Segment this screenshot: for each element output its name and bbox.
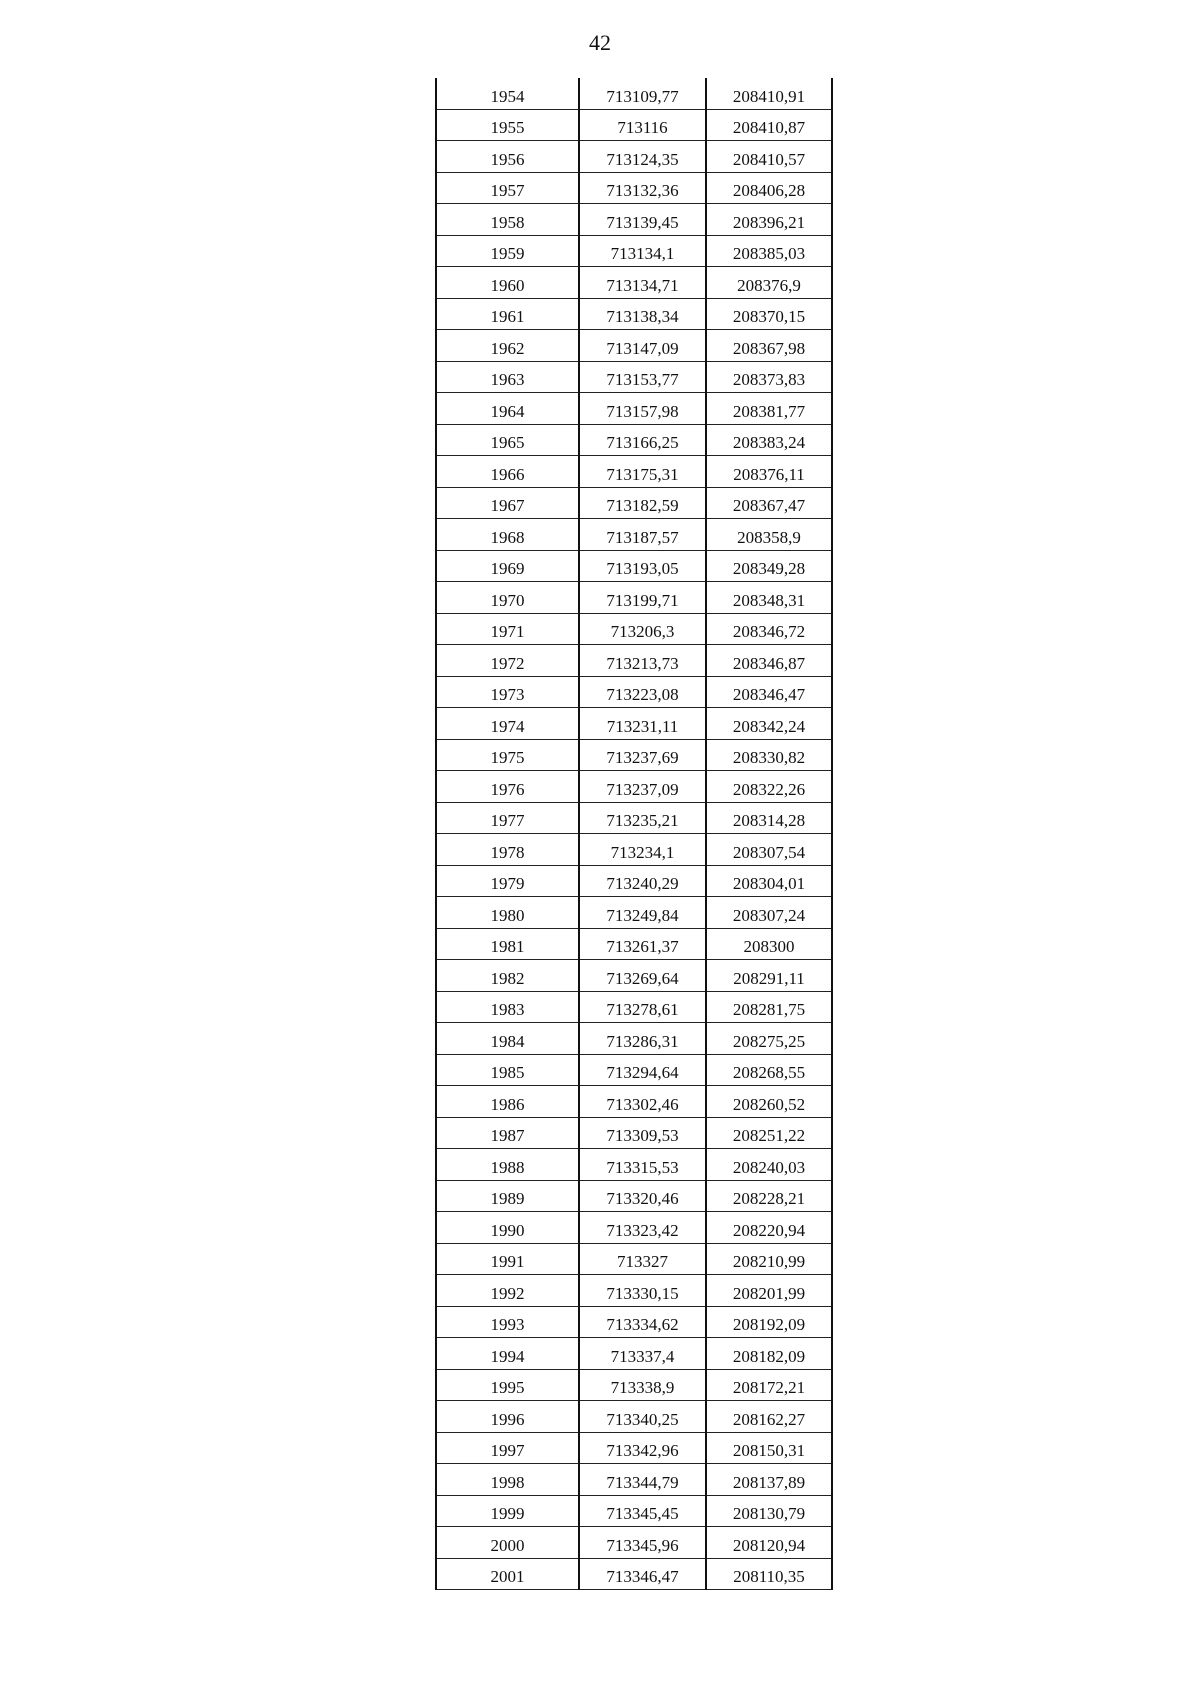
point-number-cell: 1963 <box>436 361 579 393</box>
x-coordinate-cell: 713237,69 <box>579 739 706 771</box>
x-coordinate-cell: 713294,64 <box>579 1054 706 1086</box>
x-coordinate-cell: 713134,1 <box>579 235 706 267</box>
table-row <box>436 141 832 173</box>
point-number-cell: 1989 <box>436 1180 579 1212</box>
table-row <box>436 361 832 393</box>
table-row <box>436 613 832 645</box>
table-row <box>436 1369 832 1401</box>
y-coordinate-cell: 208410,91 <box>706 78 832 109</box>
point-number-cell: 1983 <box>436 991 579 1023</box>
point-number-cell: 1986 <box>436 1086 579 1118</box>
table-row <box>436 1180 832 1212</box>
table-row <box>436 1527 832 1559</box>
table-row <box>436 771 832 803</box>
table-row <box>436 676 832 708</box>
point-number-cell: 1962 <box>436 330 579 362</box>
table-row <box>436 1338 832 1370</box>
point-number-cell: 1996 <box>436 1401 579 1433</box>
table-row <box>436 1212 832 1244</box>
point-number-cell: 1970 <box>436 582 579 614</box>
y-coordinate-cell: 208192,09 <box>706 1306 832 1338</box>
y-coordinate-cell: 208370,15 <box>706 298 832 330</box>
y-coordinate-cell: 208120,94 <box>706 1527 832 1559</box>
y-coordinate-cell: 208349,28 <box>706 550 832 582</box>
table-row <box>436 298 832 330</box>
y-coordinate-cell: 208291,11 <box>706 960 832 992</box>
point-number-cell: 1960 <box>436 267 579 299</box>
table-row <box>436 991 832 1023</box>
table-row <box>436 109 832 141</box>
y-coordinate-cell: 208314,28 <box>706 802 832 834</box>
table-row <box>436 1495 832 1527</box>
x-coordinate-cell: 713109,77 <box>579 78 706 109</box>
y-coordinate-cell: 208260,52 <box>706 1086 832 1118</box>
x-coordinate-cell: 713269,64 <box>579 960 706 992</box>
y-coordinate-cell: 208162,27 <box>706 1401 832 1433</box>
x-coordinate-cell: 713249,84 <box>579 897 706 929</box>
point-number-cell: 1990 <box>436 1212 579 1244</box>
table-row <box>436 78 832 109</box>
y-coordinate-cell: 208220,94 <box>706 1212 832 1244</box>
y-coordinate-cell: 208275,25 <box>706 1023 832 1055</box>
table-row <box>436 865 832 897</box>
x-coordinate-cell: 713345,96 <box>579 1527 706 1559</box>
point-number-cell: 1955 <box>436 109 579 141</box>
table-row <box>436 1117 832 1149</box>
point-number-cell: 1993 <box>436 1306 579 1338</box>
point-number-cell: 1968 <box>436 519 579 551</box>
y-coordinate-cell: 208150,31 <box>706 1432 832 1464</box>
y-coordinate-cell: 208346,87 <box>706 645 832 677</box>
x-coordinate-cell: 713237,09 <box>579 771 706 803</box>
y-coordinate-cell: 208406,28 <box>706 172 832 204</box>
x-coordinate-cell: 713315,53 <box>579 1149 706 1181</box>
point-number-cell: 1994 <box>436 1338 579 1370</box>
x-coordinate-cell: 713340,25 <box>579 1401 706 1433</box>
point-number-cell: 1980 <box>436 897 579 929</box>
point-number-cell: 1967 <box>436 487 579 519</box>
table-row <box>436 1401 832 1433</box>
x-coordinate-cell: 713206,3 <box>579 613 706 645</box>
x-coordinate-cell: 713344,79 <box>579 1464 706 1496</box>
table-row <box>436 960 832 992</box>
x-coordinate-cell: 713134,71 <box>579 267 706 299</box>
x-coordinate-cell: 713309,53 <box>579 1117 706 1149</box>
y-coordinate-cell: 208182,09 <box>706 1338 832 1370</box>
y-coordinate-cell: 208322,26 <box>706 771 832 803</box>
y-coordinate-cell: 208342,24 <box>706 708 832 740</box>
point-number-cell: 1974 <box>436 708 579 740</box>
table-row <box>436 393 832 425</box>
y-coordinate-cell: 208330,82 <box>706 739 832 771</box>
x-coordinate-cell: 713193,05 <box>579 550 706 582</box>
table-row <box>436 1275 832 1307</box>
y-coordinate-cell: 208201,99 <box>706 1275 832 1307</box>
point-number-cell: 1975 <box>436 739 579 771</box>
point-number-cell: 2000 <box>436 1527 579 1559</box>
table-row <box>436 330 832 362</box>
table-row <box>436 519 832 551</box>
y-coordinate-cell: 208240,03 <box>706 1149 832 1181</box>
table-row <box>436 1306 832 1338</box>
point-number-cell: 1961 <box>436 298 579 330</box>
point-number-cell: 1969 <box>436 550 579 582</box>
y-coordinate-cell: 208281,75 <box>706 991 832 1023</box>
x-coordinate-cell: 713199,71 <box>579 582 706 614</box>
x-coordinate-cell: 713213,73 <box>579 645 706 677</box>
y-coordinate-cell: 208381,77 <box>706 393 832 425</box>
y-coordinate-cell: 208307,54 <box>706 834 832 866</box>
x-coordinate-cell: 713286,31 <box>579 1023 706 1055</box>
point-number-cell: 1995 <box>436 1369 579 1401</box>
point-number-cell: 1988 <box>436 1149 579 1181</box>
table-row <box>436 834 832 866</box>
x-coordinate-cell: 713132,36 <box>579 172 706 204</box>
x-coordinate-cell: 713323,42 <box>579 1212 706 1244</box>
point-number-cell: 1982 <box>436 960 579 992</box>
point-number-cell: 1956 <box>436 141 579 173</box>
point-number-cell: 1979 <box>436 865 579 897</box>
x-coordinate-cell: 713175,31 <box>579 456 706 488</box>
x-coordinate-cell: 713327 <box>579 1243 706 1275</box>
point-number-cell: 1984 <box>436 1023 579 1055</box>
table-row <box>436 1558 832 1590</box>
point-number-cell: 1997 <box>436 1432 579 1464</box>
point-number-cell: 1973 <box>436 676 579 708</box>
x-coordinate-cell: 713153,77 <box>579 361 706 393</box>
x-coordinate-cell: 713330,15 <box>579 1275 706 1307</box>
table-row <box>436 172 832 204</box>
x-coordinate-cell: 713342,96 <box>579 1432 706 1464</box>
table-row <box>436 1464 832 1496</box>
y-coordinate-cell: 208130,79 <box>706 1495 832 1527</box>
page-number: 42 <box>589 30 611 55</box>
y-coordinate-cell: 208385,03 <box>706 235 832 267</box>
x-coordinate-cell: 713345,45 <box>579 1495 706 1527</box>
y-coordinate-cell: 208346,72 <box>706 613 832 645</box>
coordinates-table <box>435 78 833 1590</box>
point-number-cell: 1978 <box>436 834 579 866</box>
y-coordinate-cell: 208307,24 <box>706 897 832 929</box>
x-coordinate-cell: 713234,1 <box>579 834 706 866</box>
x-coordinate-cell: 713116 <box>579 109 706 141</box>
x-coordinate-cell: 713138,34 <box>579 298 706 330</box>
table-row <box>436 1149 832 1181</box>
table-row <box>436 1054 832 1086</box>
y-coordinate-cell: 208396,21 <box>706 204 832 236</box>
x-coordinate-cell: 713334,62 <box>579 1306 706 1338</box>
y-coordinate-cell: 208346,47 <box>706 676 832 708</box>
x-coordinate-cell: 713124,35 <box>579 141 706 173</box>
x-coordinate-cell: 713337,4 <box>579 1338 706 1370</box>
point-number-cell: 1998 <box>436 1464 579 1496</box>
table-row <box>436 267 832 299</box>
y-coordinate-cell: 208251,22 <box>706 1117 832 1149</box>
x-coordinate-cell: 713187,57 <box>579 519 706 551</box>
point-number-cell: 1992 <box>436 1275 579 1307</box>
table-row <box>436 204 832 236</box>
point-number-cell: 1977 <box>436 802 579 834</box>
table-row <box>436 1023 832 1055</box>
point-number-cell: 1957 <box>436 172 579 204</box>
table-row <box>436 235 832 267</box>
y-coordinate-cell: 208367,98 <box>706 330 832 362</box>
x-coordinate-cell: 713240,29 <box>579 865 706 897</box>
y-coordinate-cell: 208268,55 <box>706 1054 832 1086</box>
x-coordinate-cell: 713139,45 <box>579 204 706 236</box>
x-coordinate-cell: 713147,09 <box>579 330 706 362</box>
x-coordinate-cell: 713261,37 <box>579 928 706 960</box>
x-coordinate-cell: 713231,11 <box>579 708 706 740</box>
point-number-cell: 2001 <box>436 1558 579 1590</box>
table-row <box>436 928 832 960</box>
table-row <box>436 739 832 771</box>
x-coordinate-cell: 713320,46 <box>579 1180 706 1212</box>
point-number-cell: 1999 <box>436 1495 579 1527</box>
point-number-cell: 1965 <box>436 424 579 456</box>
point-number-cell: 1971 <box>436 613 579 645</box>
point-number-cell: 1959 <box>436 235 579 267</box>
table-row <box>436 424 832 456</box>
y-coordinate-cell: 208300 <box>706 928 832 960</box>
table-row <box>436 645 832 677</box>
point-number-cell: 1976 <box>436 771 579 803</box>
x-coordinate-cell: 713223,08 <box>579 676 706 708</box>
y-coordinate-cell: 208210,99 <box>706 1243 832 1275</box>
table-row <box>436 456 832 488</box>
table-row <box>436 802 832 834</box>
point-number-cell: 1964 <box>436 393 579 425</box>
table-row <box>436 708 832 740</box>
table-row <box>436 582 832 614</box>
point-number-cell: 1966 <box>436 456 579 488</box>
y-coordinate-cell: 208110,35 <box>706 1558 832 1590</box>
table-row <box>436 897 832 929</box>
x-coordinate-cell: 713166,25 <box>579 424 706 456</box>
y-coordinate-cell: 208172,21 <box>706 1369 832 1401</box>
x-coordinate-cell: 713302,46 <box>579 1086 706 1118</box>
coordinates-table-body <box>436 78 832 1590</box>
table-row <box>436 550 832 582</box>
y-coordinate-cell: 208376,9 <box>706 267 832 299</box>
x-coordinate-cell: 713157,98 <box>579 393 706 425</box>
table-row <box>436 1243 832 1275</box>
y-coordinate-cell: 208304,01 <box>706 865 832 897</box>
x-coordinate-cell: 713338,9 <box>579 1369 706 1401</box>
y-coordinate-cell: 208383,24 <box>706 424 832 456</box>
table-row <box>436 487 832 519</box>
y-coordinate-cell: 208358,9 <box>706 519 832 551</box>
y-coordinate-cell: 208228,21 <box>706 1180 832 1212</box>
y-coordinate-cell: 208367,47 <box>706 487 832 519</box>
x-coordinate-cell: 713278,61 <box>579 991 706 1023</box>
point-number-cell: 1985 <box>436 1054 579 1086</box>
point-number-cell: 1991 <box>436 1243 579 1275</box>
x-coordinate-cell: 713346,47 <box>579 1558 706 1590</box>
y-coordinate-cell: 208373,83 <box>706 361 832 393</box>
point-number-cell: 1958 <box>436 204 579 236</box>
y-coordinate-cell: 208376,11 <box>706 456 832 488</box>
y-coordinate-cell: 208137,89 <box>706 1464 832 1496</box>
y-coordinate-cell: 208410,57 <box>706 141 832 173</box>
table-row <box>436 1432 832 1464</box>
table-row <box>436 1086 832 1118</box>
point-number-cell: 1987 <box>436 1117 579 1149</box>
point-number-cell: 1954 <box>436 78 579 109</box>
y-coordinate-cell: 208410,87 <box>706 109 832 141</box>
x-coordinate-cell: 713235,21 <box>579 802 706 834</box>
y-coordinate-cell: 208348,31 <box>706 582 832 614</box>
point-number-cell: 1972 <box>436 645 579 677</box>
x-coordinate-cell: 713182,59 <box>579 487 706 519</box>
point-number-cell: 1981 <box>436 928 579 960</box>
